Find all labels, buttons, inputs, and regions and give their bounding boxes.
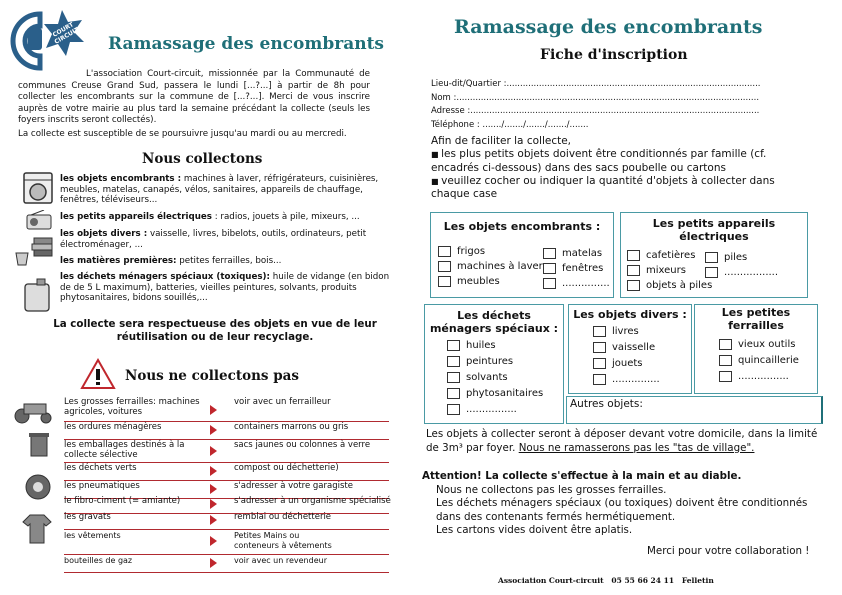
help-intro: Afin de faciliter la collecte,	[431, 135, 572, 147]
checkbox[interactable]	[593, 326, 606, 337]
checklist-col	[705, 250, 778, 280]
arrow-right-icon	[210, 405, 217, 415]
tire-icon	[24, 473, 52, 501]
box-title: Les objets encombrants :	[443, 220, 601, 233]
left-title: Ramassage des encombrants	[108, 34, 385, 54]
checkbox[interactable]	[438, 276, 451, 287]
checkbox-item[interactable]: cafetières	[627, 248, 712, 263]
arrow-right-icon	[210, 558, 217, 568]
arrow-right-icon	[210, 536, 217, 546]
checkbox[interactable]	[627, 265, 640, 276]
arrow-right-icon	[210, 499, 217, 509]
arrow-right-icon	[210, 425, 217, 435]
checkbox-item[interactable]: peintures	[447, 354, 543, 370]
form-subtitle: Fiche d'inscription	[540, 47, 688, 63]
footer: Association Court-circuit 05 55 66 24 11 Felletin	[498, 576, 714, 585]
attention-line: Nous ne collectons pas les grosses ferrailles.	[436, 483, 667, 496]
table-row: les déchets verts compost ou déchetterie)	[64, 463, 389, 481]
checklist-col	[447, 338, 543, 418]
box-title: Autres objets:	[570, 398, 643, 410]
help-bullet: ■ veuillez cocher ou indiquer la quantité d'objets à collecter dans chaque case	[431, 174, 775, 201]
checkbox-item[interactable]: fenêtres	[543, 261, 610, 276]
collect-item: les objets divers : vaisselle, livres, bibelots, outils, ordinateurs, petit électroménager, ...	[60, 229, 367, 250]
checkbox-item[interactable]: jouets	[593, 356, 660, 372]
help-bullet: ■ les plus petits objets doivent être conditionnés par famille (cf. encadrés ci-dessous) dans des sacs poubelle ou cartons	[431, 148, 767, 174]
arrow-right-icon	[210, 515, 217, 525]
attention-block	[422, 470, 822, 538]
checkbox[interactable]	[447, 372, 460, 383]
checkbox-item[interactable]: .................	[705, 265, 778, 280]
checkbox[interactable]	[543, 278, 556, 289]
checkbox-item[interactable]: ...............	[543, 276, 610, 291]
table-row: bouteilles de gaz voir avec un revendeur	[64, 555, 389, 573]
intro-text: L'association Court-circuit, missionnée par la Communauté de communes Creuse Grand Sud, passera le lundi [...?...] à partir de 8h pour collecter les encombrants sur la commune de [...?...]. Merci de vous inscrire auprès de votre mairie au plus tard la semaine précédant la collecte (seuls les foyers inscrits seront collectés).	[18, 69, 370, 125]
checkbox-item[interactable]: objets à piles	[627, 278, 712, 293]
right-title: Ramassage des encombrants	[454, 16, 763, 38]
field-telephone[interactable]: Téléphone : ......./......./......./......./.......	[431, 119, 589, 130]
collect-item: les déchets ménagers spéciaux (toxiques): huile de vidange (en bidon de de 5 L maximum), batteries, vieilles peintures, solvants, produits phytosanitaires, bidons souillés,...	[60, 272, 390, 304]
books-icon	[14, 235, 54, 267]
box-electriques	[620, 212, 808, 298]
checkbox[interactable]	[627, 280, 640, 291]
attention-line: Les déchets ménagers spéciaux (ou toxiques) doivent être conditionnés dans des contenants fermés hermétiquement.	[436, 497, 808, 523]
intro-paragraph-2: La collecte est susceptible de se poursuivre jusqu'au mardi ou au mercredi.	[18, 129, 347, 139]
warning-icon	[80, 358, 116, 390]
checkbox-item[interactable]: meubles	[438, 274, 543, 289]
arrow-right-icon	[210, 484, 217, 494]
box-divers	[568, 304, 692, 394]
checkbox-item[interactable]: frigos	[438, 244, 543, 259]
checkbox[interactable]	[593, 342, 606, 353]
collect-list	[60, 174, 400, 304]
arrow-right-icon	[210, 446, 217, 456]
field-adresse[interactable]: Adresse :...........................................................................................................	[431, 106, 760, 116]
box-title: Les petits appareils électriques	[652, 217, 776, 243]
checkbox[interactable]	[543, 263, 556, 274]
checkbox[interactable]	[447, 404, 460, 415]
checkbox-item[interactable]: matelas	[543, 246, 610, 261]
checkbox-item[interactable]: mixeurs	[627, 263, 712, 278]
box-encombrants	[430, 212, 614, 298]
collect-item: les matières premières: petites ferrailles, bois...	[60, 256, 282, 266]
checkbox-item[interactable]: livres	[593, 324, 660, 340]
table-row: les emballages destinés à la collecte sélective sacs jaunes ou colonnes à verre	[64, 440, 389, 463]
registration-fields	[431, 78, 811, 132]
attention-line: Les cartons vides doivent être aplatis.	[436, 524, 633, 536]
arrow-right-icon	[210, 466, 217, 476]
table-row: le fibro-ciment (= amiante) s'adresser à un organisme spécialisé	[64, 496, 389, 514]
trash-bin-icon	[28, 432, 50, 458]
checkbox[interactable]	[719, 371, 732, 382]
checkbox-item[interactable]: ................	[719, 369, 799, 385]
checkbox-item[interactable]: vaisselle	[593, 340, 660, 356]
checkbox[interactable]	[447, 340, 460, 351]
deposit-text: Les objets à collecter seront à déposer devant votre domicile, dans la limité de 3m³ par foyer. Nous ne ramasserons pas les "tas de village".	[426, 428, 818, 454]
intro-paragraph	[18, 69, 370, 127]
table-row: les gravats remblai ou déchetterie	[64, 512, 389, 530]
checkbox[interactable]	[447, 356, 460, 367]
field-nom[interactable]: Nom :................................................................................................................	[431, 92, 760, 103]
checkbox-item[interactable]: huiles	[447, 338, 543, 354]
help-text	[431, 135, 816, 201]
checkbox-item[interactable]: machines à laver	[438, 259, 543, 274]
checklist-col	[719, 337, 799, 385]
checkbox-item[interactable]: quincaillerie	[719, 353, 799, 369]
checkbox[interactable]	[447, 388, 460, 399]
checklist-col	[627, 248, 712, 293]
checkbox-item[interactable]: ................	[447, 402, 543, 418]
checkbox[interactable]	[627, 250, 640, 261]
table-row: les pneumatiques s'adresser à votre garagiste	[64, 481, 389, 499]
checkbox[interactable]	[543, 248, 556, 259]
attention-title: Attention! La collecte s'effectue à la main et au diable.	[422, 470, 742, 482]
logo	[10, 6, 92, 76]
checkbox-item[interactable]: ...............	[593, 372, 660, 388]
not-collect-heading: Nous ne collectons pas	[125, 368, 299, 384]
field-lieu-dit[interactable]: Lieu-dit/Quartier :..............................................................................................	[431, 79, 761, 89]
jerrycan-icon	[23, 278, 51, 312]
checkbox[interactable]	[593, 374, 606, 385]
box-title: Les déchets ménagers spéciaux :	[429, 309, 559, 335]
radio-icon	[26, 210, 52, 230]
checkbox-item[interactable]: piles	[705, 250, 778, 265]
checkbox-item[interactable]: phytosanitaires	[447, 386, 543, 402]
checklist-col	[543, 246, 610, 291]
logo-text: COURT CIRCUIT	[51, 21, 81, 46]
checkbox[interactable]	[705, 252, 718, 263]
table-row: les ordures ménagères containers marrons ou gris	[64, 422, 389, 440]
checklist-col	[593, 324, 660, 388]
checkbox[interactable]	[719, 339, 732, 350]
checkbox-item[interactable]: vieux outils	[719, 337, 799, 353]
collect-heading: Nous collectons	[142, 151, 263, 167]
collect-item: les petits appareils électriques : radios, jouets à pile, mixeurs, ...	[60, 212, 360, 222]
washing-machine-icon	[22, 171, 54, 205]
checkbox[interactable]	[705, 267, 718, 278]
table-row: les vêtements Petites Mains ou conteneurs à vêtements	[64, 530, 389, 555]
box-title: Les petites ferrailles	[721, 306, 791, 332]
box-title: Les objets divers :	[573, 308, 687, 321]
tractor-icon	[12, 398, 60, 424]
box-ferrailles	[694, 304, 818, 394]
collect-item: les objets encombrants : machines à laver, réfrigérateurs, cuisinières, meubles, matelas, canapés, vélos, sanitaires, appareils de chauffage, fenêtres, téléviseurs...	[60, 174, 379, 206]
checkbox[interactable]	[438, 261, 451, 272]
box-dechets	[424, 304, 564, 424]
deposit-underlined: Nous ne ramasserons pas les "tas de village".	[518, 441, 755, 454]
table-row: Les grosses ferrailles: machines agricoles, voitures voir avec un ferrailleur	[64, 397, 389, 422]
checkbox[interactable]	[719, 355, 732, 366]
checkbox[interactable]	[593, 358, 606, 369]
logo-icon	[10, 6, 92, 76]
checkbox-item[interactable]: solvants	[447, 370, 543, 386]
checkbox[interactable]	[438, 246, 451, 257]
checklist-col	[438, 244, 543, 289]
respect-note: La collecte sera respectueuse des objets en vue de leur réutilisation ou de leur recyclage.	[53, 318, 377, 343]
tshirt-icon	[22, 513, 52, 545]
box-autres[interactable]	[566, 396, 823, 424]
thanks: Merci pour votre collaboration !	[647, 545, 810, 557]
